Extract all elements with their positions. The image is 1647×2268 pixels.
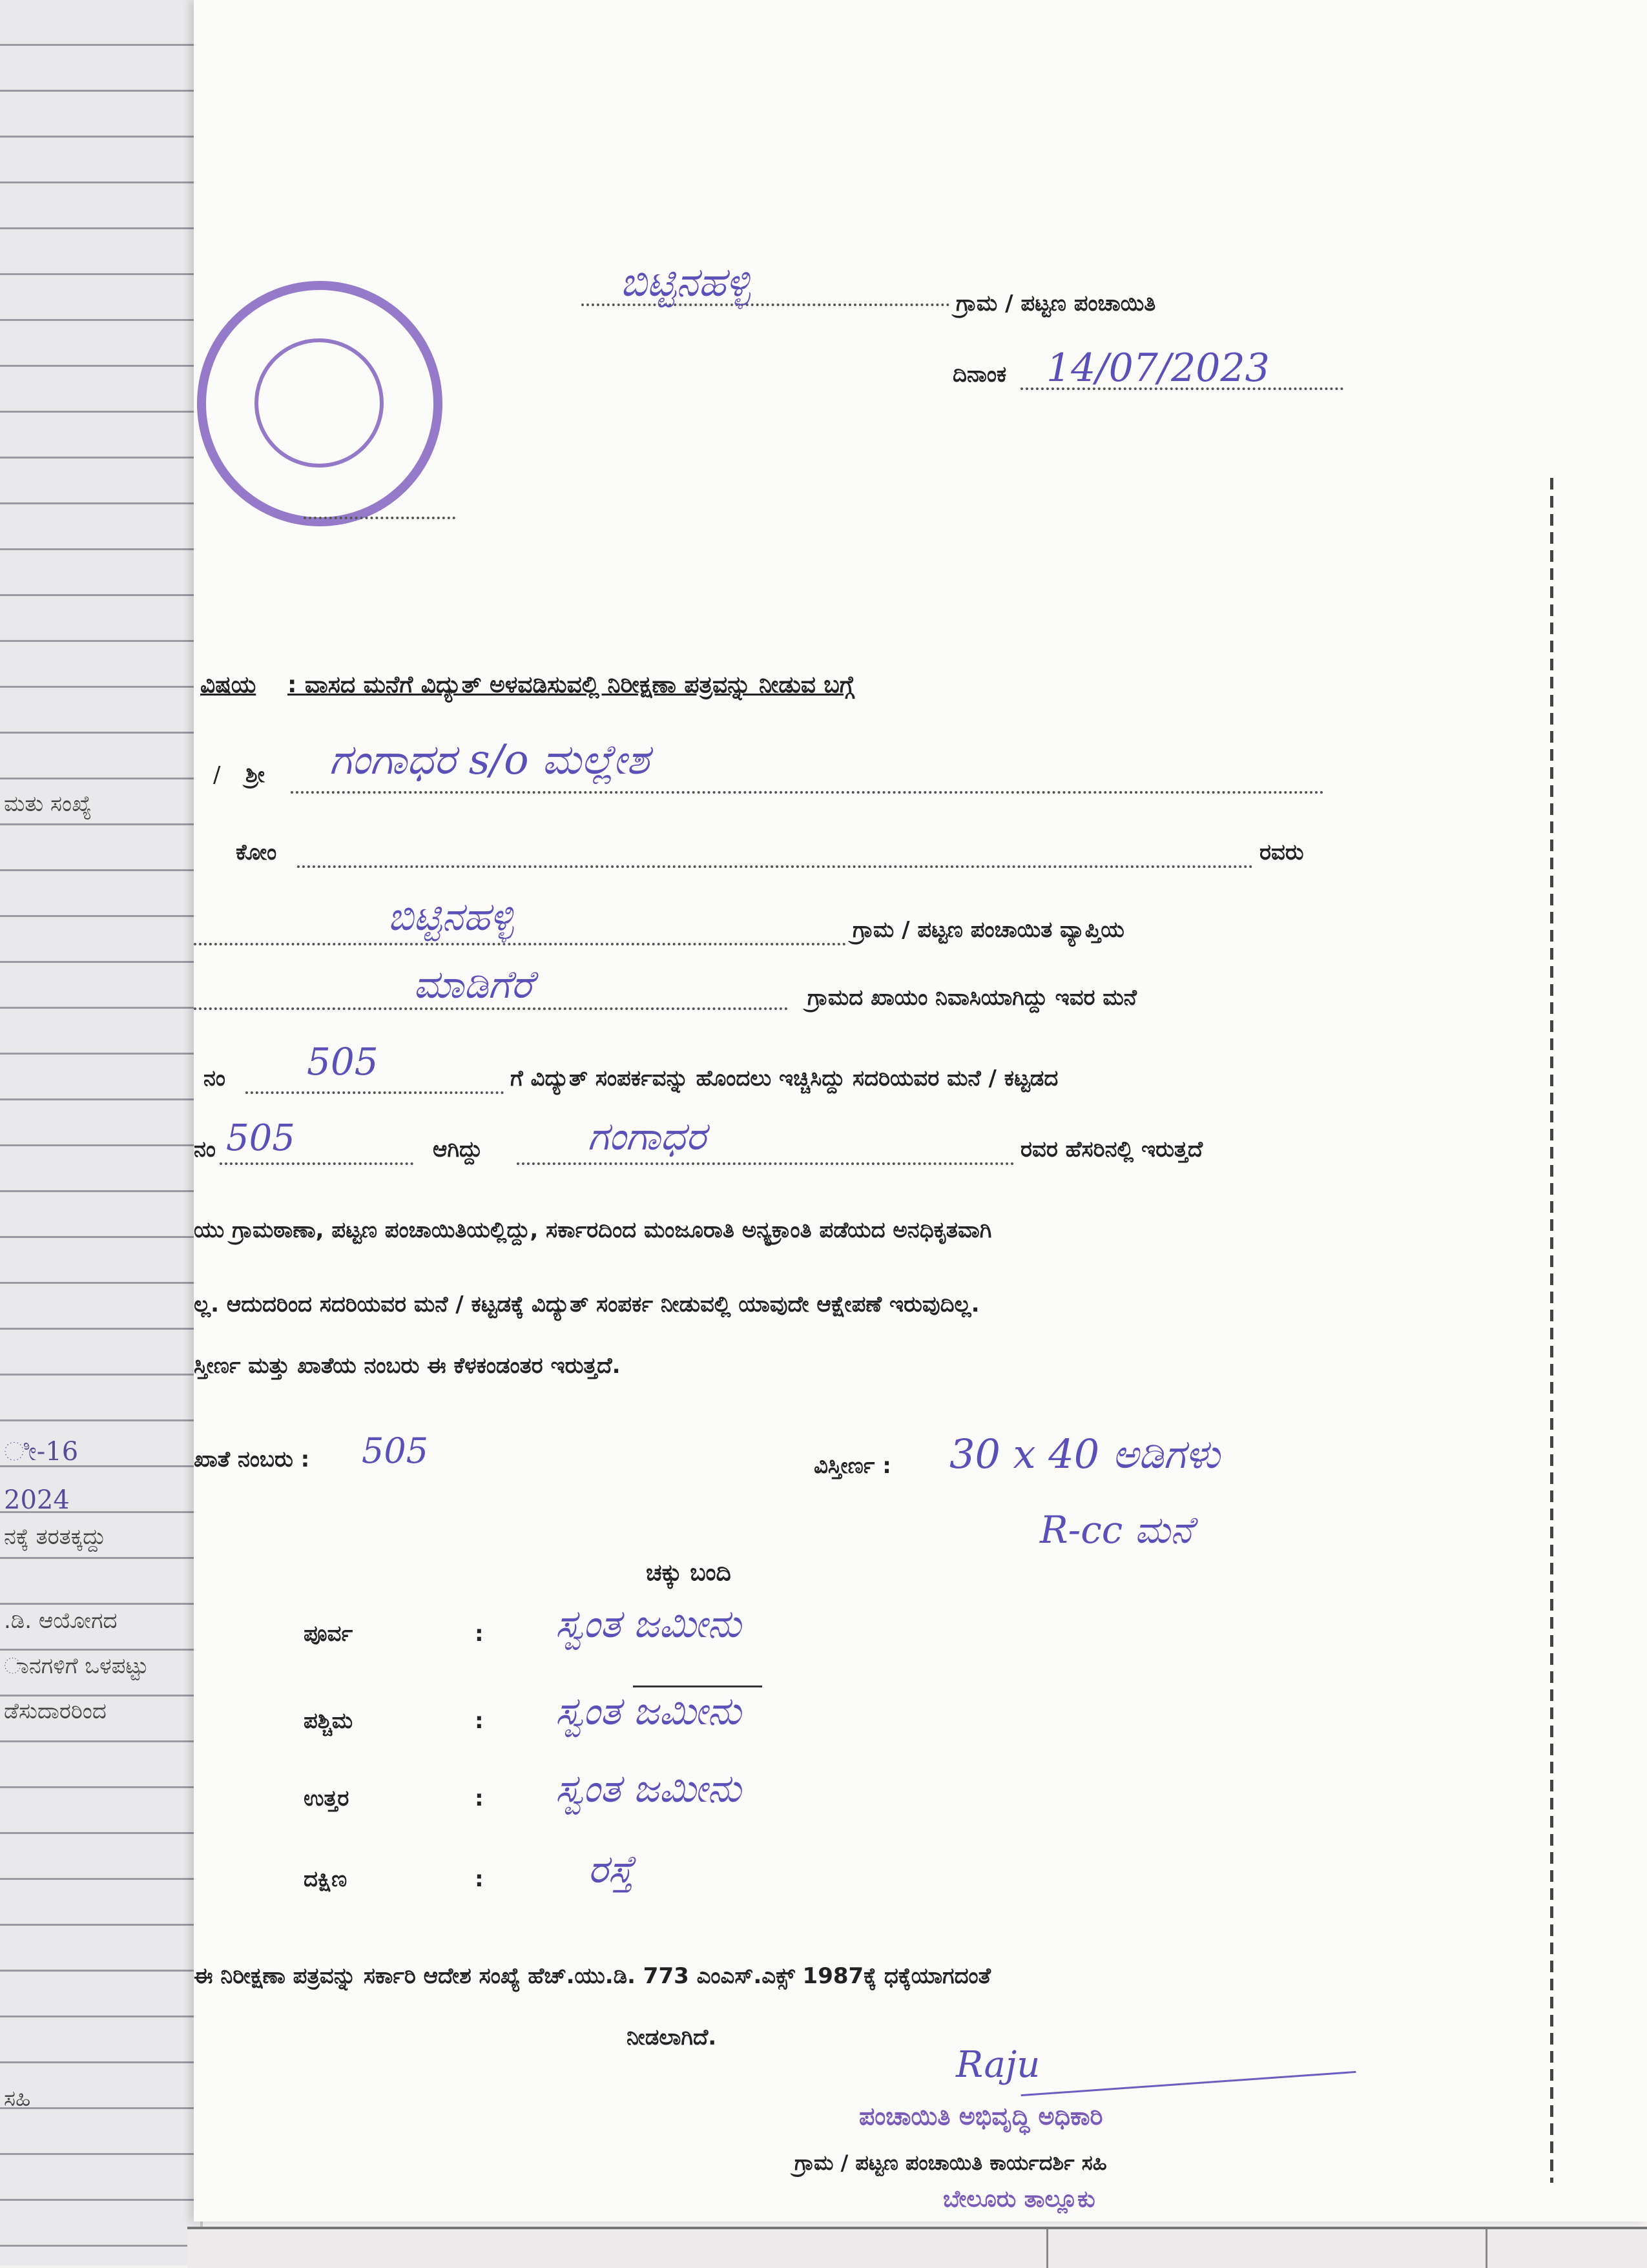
body-line9: ಸ್ತೀರ್ಣ ಮತ್ತು ಖಾತೆಯ ನಂಬರು ಈ ಕೆಳಕಂಡಂತರ ಇರುತ್ತದೆ. — [194, 1353, 621, 1379]
ledger-label: ಾನಗಳಿಗೆ ಒಳಪಟ್ಟು — [4, 1653, 149, 1679]
ledger-label: .ಡಿ. ಆಯೋಗದ — [4, 1608, 118, 1634]
right-margin-rule — [1550, 478, 1553, 2183]
strip-divider — [1486, 2229, 1487, 2268]
panchayat-seal-stamp — [197, 281, 442, 526]
underlying-ledger-sheet — [0, 0, 203, 2265]
boundary-separator: : — [475, 1621, 484, 1647]
strip-divider — [1046, 2229, 1048, 2268]
place-line-dotted — [194, 1007, 788, 1010]
bottom-ledger-strip — [187, 2227, 1647, 2268]
house-number-label: ನಂ — [203, 1066, 225, 1091]
area-handwritten: 30 x 40 ಅಡಿಗಳು — [949, 1430, 1220, 1478]
date-value-handwritten: 14/07/2023 — [1046, 345, 1270, 391]
line3-text: ಗ್ರಾಮ / ಪಟ್ಟಣ ಪಂಚಾಯಿತ ವ್ಯಾಪ್ತಿಯ — [853, 917, 1124, 943]
house-number2-handwritten: 505 — [226, 1117, 295, 1159]
place-handwritten: ಮಾಡಿಗೆರೆ — [413, 962, 533, 1007]
ko-label: ಕೋಂ — [236, 840, 277, 865]
house-number-dotted — [245, 1091, 504, 1094]
ko-dotted-line — [297, 865, 1253, 868]
area-type-handwritten: R-cc ಮನೆ — [1040, 1508, 1193, 1552]
khate-number-handwritten: 505 — [362, 1430, 429, 1471]
seal-inner-ring — [254, 338, 384, 468]
agiddu-label: ಆಗಿದ್ದು — [433, 1137, 482, 1162]
village-name-handwritten: ಬಿಟ್ಟಿನಹಳ್ಳಿ — [620, 258, 751, 305]
line5-text: ಗೆ ವಿದ್ಯುತ್ ಸಂಪರ್ಕವನ್ನು ಹೊಂದಲು ಇಚ್ಚಿಸಿದ್ದು ಸದರಿಯವರ ಮನೆ / ಕಟ್ಟಡದ — [510, 1066, 1059, 1091]
house-number2-label: ನಂ — [194, 1137, 216, 1162]
subject-label: ವಿಷಯ — [200, 672, 256, 698]
ravaru-label: ರವರು — [1259, 840, 1304, 865]
footer-line1: ಈ ನಿರೀಕ್ಷಣಾ ಪತ್ರವನ್ನು ಸರ್ಕಾರಿ ಆದೇಶ ಸಂಖ್ಯೆ ಹೆಚ್.ಯು.ಡಿ. 773 ಎಂಎಸ್.ಎಕ್ಸ್ 1987ಕ್ಕೆ ಧಕ್ಕೆಯಾಗದಂತೆ — [194, 1963, 991, 1989]
village-line-dotted — [194, 943, 846, 945]
boundary-direction-label: ದಕ್ಷಿಣ — [304, 1866, 347, 1892]
name-dotted-line — [291, 791, 1324, 794]
boundary-underline — [633, 1686, 762, 1687]
ledger-label: ಸಹಿ — [4, 2086, 31, 2112]
boundary-value-handwritten: ಸ್ವಂತ ಜಮೀನು — [555, 1766, 741, 1811]
ledger-label: ಮತು ಸಂಖ್ಯೆ — [4, 791, 92, 817]
officer-line: ಗ್ರಾಮ / ಪಟ್ಟಣ ಪಂಚಾಯಿತಿ ಕಾರ್ಯದರ್ಶಿ ಸಹಿ — [794, 2150, 1107, 2175]
body-line7: ಯು ಗ್ರಾಮಠಾಣಾ, ಪಟ್ಟಣ ಪಂಚಾಯಿತಿಯಲ್ಲಿದ್ದು, ಸರ್ಕಾರದಿಂದ ಮಂಜೂರಾತಿ ಅನ್ಯಕ್ರಾಂತಿ ಪಡೆಯದ ಅನಧಿಕೃತವಾಗಿ — [194, 1217, 992, 1243]
boundary-direction-label: ಉತ್ತರ — [304, 1786, 349, 1811]
line6-text: ರವರ ಹೆಸರಿನಲ್ಲಿ ಇರುತ್ತದೆ — [1020, 1137, 1203, 1162]
applicant-name-handwritten: ಗಂಗಾಧರ s/o ಮಲ್ಲೇಶ — [329, 736, 650, 784]
boundary-direction-label: ಪೂರ್ವ — [304, 1621, 353, 1647]
boundary-separator: : — [475, 1708, 484, 1734]
date-label: ದಿನಾಂಕ — [953, 362, 1007, 387]
owner-name-handwritten: ಗಂಗಾಧರ — [588, 1114, 707, 1159]
boundary-value-handwritten: ರಸ್ತೆ — [588, 1847, 634, 1892]
boundary-value-handwritten: ಸ್ವಂತ ಜಮೀನು — [555, 1689, 741, 1734]
khate-number-label: ಖಾತೆ ನಂಬರು : — [194, 1447, 310, 1472]
boundary-separator: : — [475, 1786, 484, 1811]
house-number2-dotted — [220, 1162, 413, 1165]
panchayat-label: ಗ್ರಾಮ / ಪಟ್ಟಣ ಪಂಚಾಯಿತಿ — [956, 291, 1156, 316]
ledger-handwritten-note: ೀ-16 — [4, 1437, 79, 1467]
boundaries-title: ಚಕ್ಕು ಬಂದಿ — [646, 1560, 731, 1586]
boundary-value-handwritten: ಸ್ವಂತ ಜಮೀನು — [555, 1602, 741, 1647]
ref-dotted-line — [304, 517, 455, 519]
area-label: ವಿಸ್ತೀರ್ಣ : — [814, 1453, 891, 1479]
ledger-label: ಡೆಸುದಾರರಿಂದ — [4, 1698, 107, 1724]
boundary-separator: : — [475, 1866, 484, 1892]
officer-signature: Raju — [956, 2044, 1041, 2086]
ledger-handwritten-note: 2024 — [4, 1485, 70, 1515]
officer-title-stamp: ಪಂಚಾಯಿತಿ ಅಭಿವೃದ್ಧಿ ಅಧಿಕಾರಿ — [859, 2102, 1103, 2130]
line4-text: ಗ್ರಾಮದ ಖಾಯಂ ನಿವಾಸಿಯಾಗಿದ್ದು ಇವರ ಮನೆ — [807, 985, 1137, 1011]
village-handwritten-2: ಬಿಟ್ಟಿನಹಳ್ಳಿ — [388, 894, 514, 940]
taluk-stamp: ಬೇಲೂರು ತಾಲ್ಲೂಕು — [943, 2186, 1095, 2212]
boundary-direction-label: ಪಶ್ಚಿಮ — [304, 1708, 353, 1734]
house-number-handwritten: 505 — [307, 1040, 378, 1084]
body-line8: ಲ್ಲ. ಆದುದರಿಂದ ಸದರಿಯವರ ಮನೆ / ಕಟ್ಟಡಕ್ಕೆ ವಿದ್ಯುತ್ ಸಂಪರ್ಕ ನೀಡುವಲ್ಲಿ ಯಾವುದೇ ಆಕ್ಷೇಪಣೆ ಇರುವುದಿಲ್ಲ. — [194, 1292, 980, 1317]
owner-dotted-line — [517, 1162, 1014, 1165]
footer-line2: ನೀಡಲಾಗಿದೆ. — [627, 2025, 717, 2050]
subject-text: : ವಾಸದ ಮನೆಗೆ ವಿದ್ಯುತ್ ಅಳವಡಿಸುವಲ್ಲಿ ನಿರೀಕ್ಷಣಾ ಪತ್ರವನ್ನು ನೀಡುವ ಬಗ್ಗೆ — [287, 672, 855, 698]
ledger-label: ನಕ್ಕೆ ತರತಕ್ಕದ್ದು — [4, 1524, 107, 1550]
slash-mark: / — [213, 762, 221, 788]
shri-label: ಶ್ರೀ — [245, 762, 265, 788]
